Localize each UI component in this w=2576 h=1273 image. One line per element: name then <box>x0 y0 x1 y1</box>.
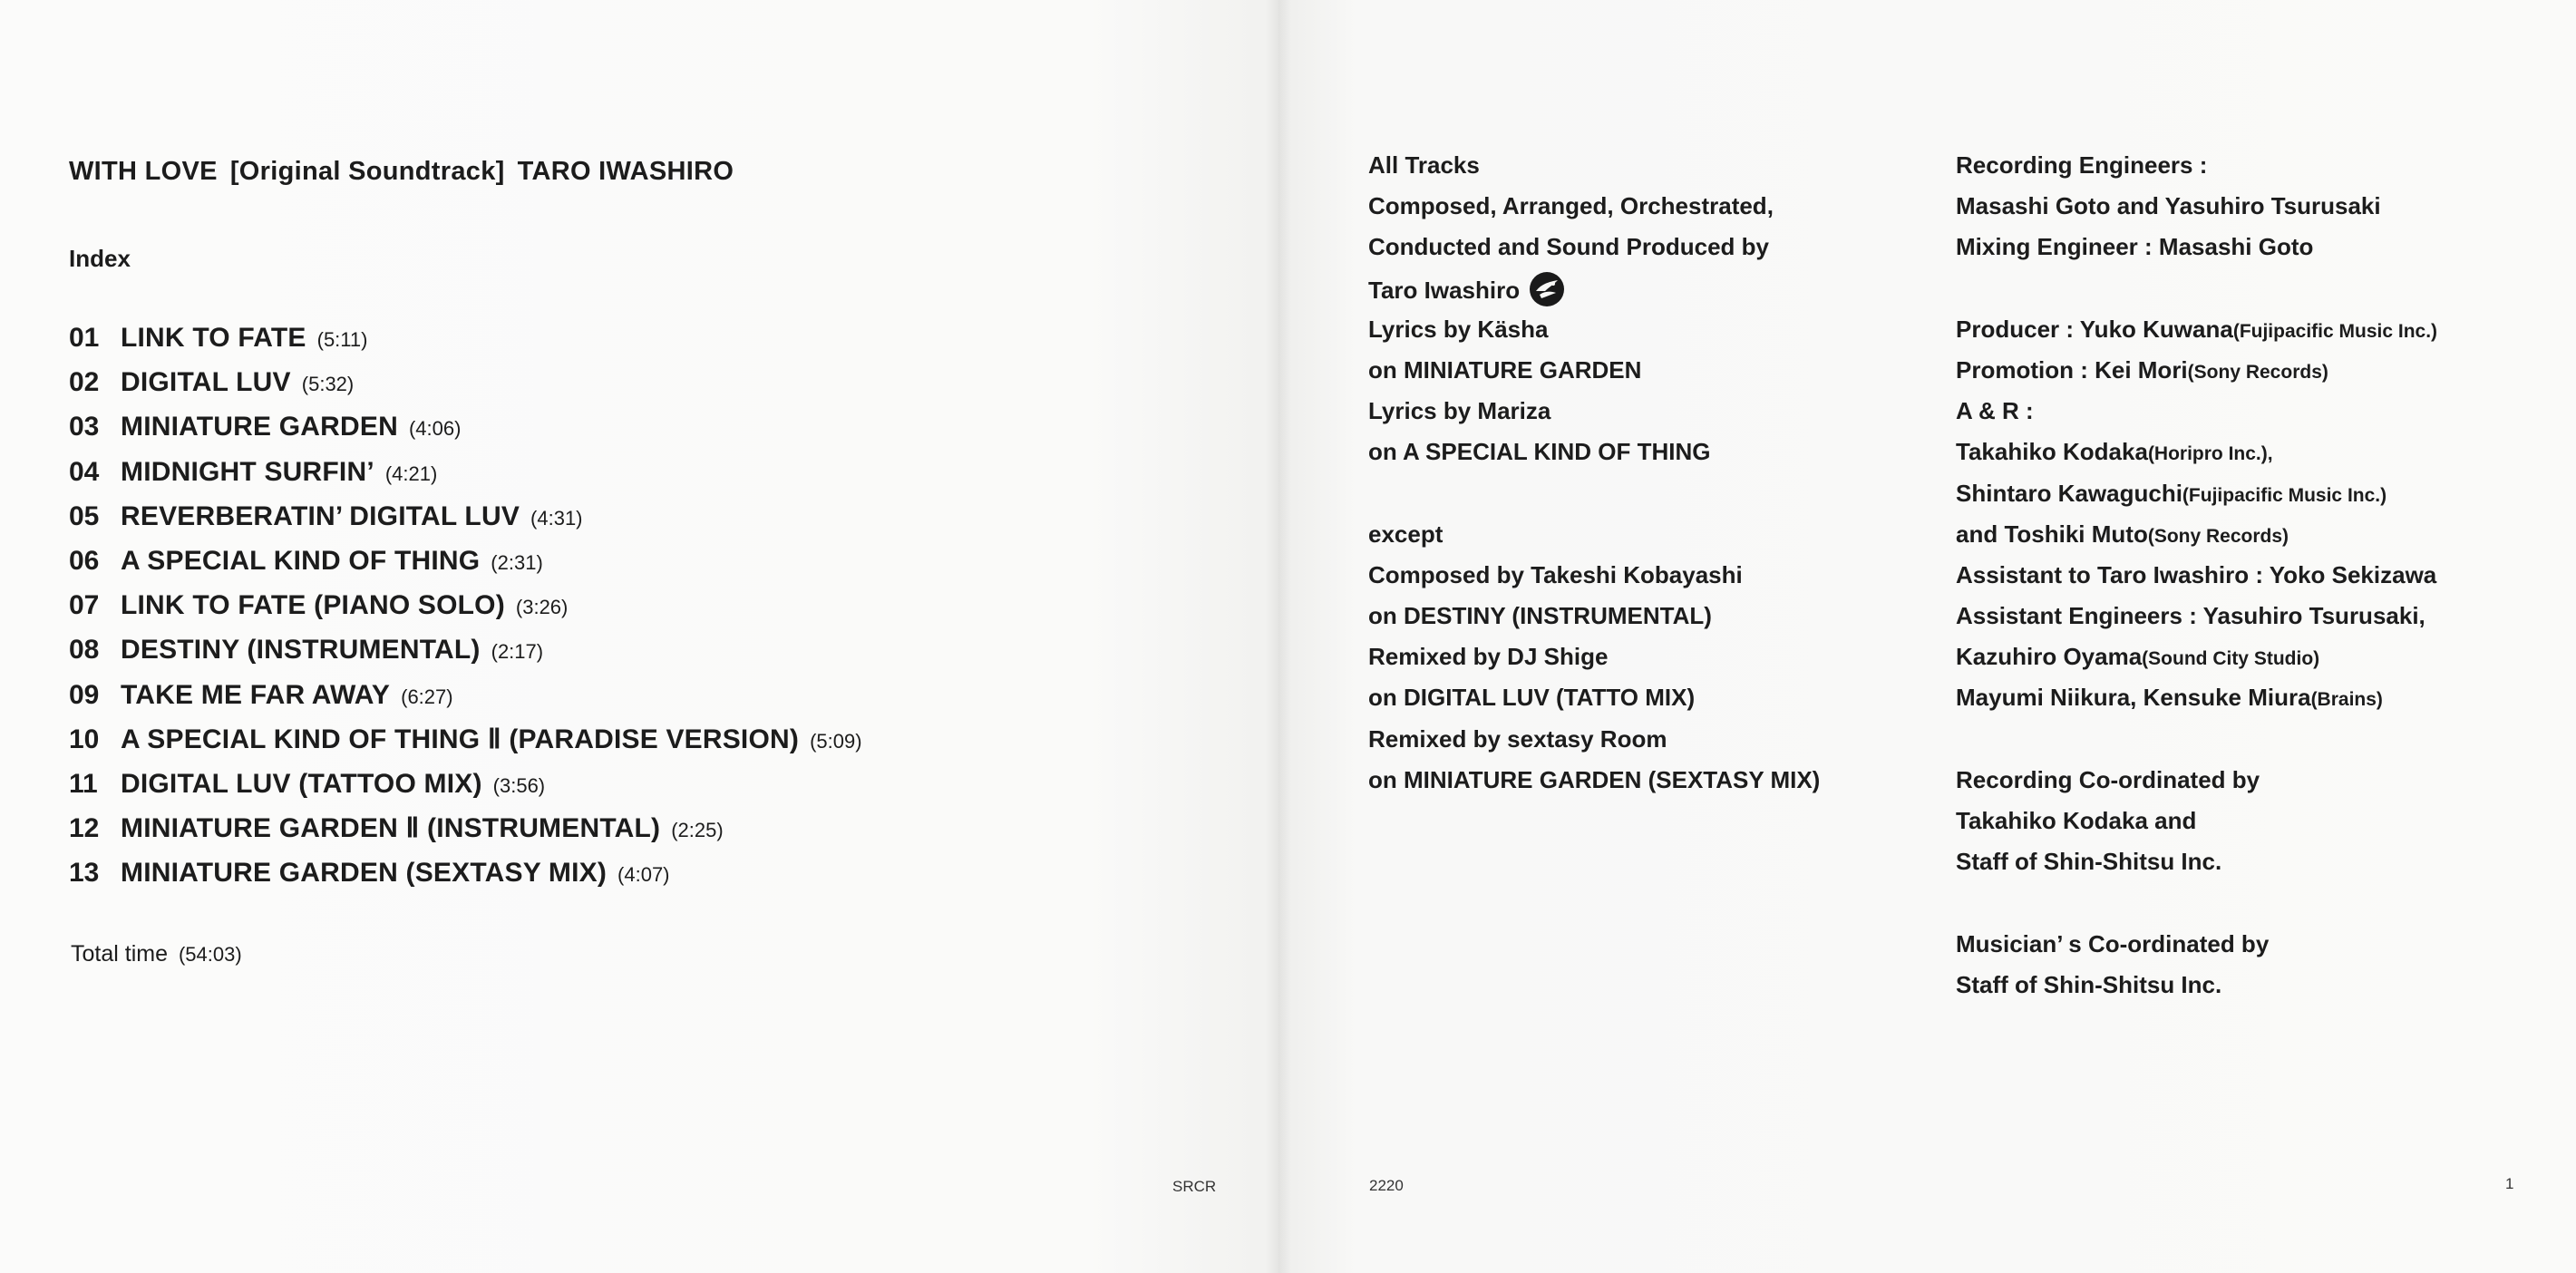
credit-line: Assistant Engineers : Yasuhiro Tsurusaki, <box>1956 602 2425 630</box>
credit-line: Remixed by DJ Shige <box>1368 643 1609 671</box>
credit-line <box>1956 315 2437 355</box>
credit-line: A & R : <box>1956 397 2034 425</box>
credit-affiliation: (Horipro Inc.), <box>2147 443 2273 465</box>
left-page <box>0 0 1278 1273</box>
track-title: MINIATURE GARDEN (SEXTASY MIX) <box>121 858 608 889</box>
credit-text: Shintaro Kawaguchi <box>1956 479 2182 507</box>
credit-line: on A SPECIAL KIND OF THING <box>1368 438 1711 466</box>
credit-line: Composed, Arranged, Orchestrated, <box>1368 192 1774 220</box>
track-row <box>69 677 862 722</box>
page-number: 1 <box>2505 1175 2514 1192</box>
track-row <box>69 766 862 811</box>
credit-line: on MINIATURE GARDEN (SEXTASY MIX) <box>1368 765 1821 793</box>
track-row <box>69 588 862 632</box>
spacer <box>1368 479 1820 520</box>
track-title: LINK TO FATE <box>121 323 306 353</box>
track-duration: (2:17) <box>491 640 544 664</box>
track-title: MINIATURE GARDEN Ⅱ (INSTRUMENTAL) <box>121 813 661 844</box>
track-title: DIGITAL LUV (TATTOO MIX) <box>121 768 482 799</box>
total-time <box>71 941 242 967</box>
credit-line <box>1956 479 2437 520</box>
credit-text: Kazuhiro Oyama <box>1956 643 2143 671</box>
track-number: 03 <box>69 412 100 442</box>
track-title: TAKE ME FAR AWAY <box>121 679 391 710</box>
credit-line: Mixing Engineer : Masashi Goto <box>1956 233 2314 261</box>
total-time-label: Total time <box>71 941 168 967</box>
credit-line: Takahiko Kodaka and <box>1956 807 2197 834</box>
credit-line: Recording Engineers : <box>1956 151 2208 179</box>
track-list <box>69 320 862 899</box>
credit-line <box>1956 642 2437 683</box>
track-number: 07 <box>69 590 100 621</box>
track-row <box>69 499 862 543</box>
track-row <box>69 632 862 676</box>
track-title: A SPECIAL KIND OF THING Ⅱ (PARADISE VERSION) <box>121 724 800 754</box>
credit-affiliation: (Brains) <box>2310 689 2383 711</box>
track-row <box>69 320 862 364</box>
track-number: 13 <box>69 858 100 889</box>
track-number: 10 <box>69 724 100 754</box>
page-gutter <box>1266 0 1291 1273</box>
catalog-prefix: SRCR <box>1172 1178 1217 1195</box>
track-duration: (5:11) <box>316 328 368 351</box>
track-number: 12 <box>69 813 100 844</box>
spacer <box>1956 888 2437 928</box>
credits-column-2 <box>1956 151 2437 1011</box>
track-number: 09 <box>69 679 100 710</box>
track-row <box>69 409 862 453</box>
credit-composer-name: Taro Iwashiro <box>1368 276 1521 304</box>
track-duration: (5:09) <box>810 729 862 753</box>
track-duration: (4:21) <box>384 462 438 485</box>
index-heading: Index <box>69 245 131 272</box>
track-row <box>69 364 862 409</box>
album-title-artist: TARO IWASHIRO <box>517 157 734 186</box>
credit-text: and Toshiki Muto <box>1956 520 2148 548</box>
track-duration: (4:07) <box>617 863 670 887</box>
credit-line: Lyrics by Mariza <box>1368 397 1551 425</box>
track-title: MIDNIGHT SURFIN’ <box>121 456 374 487</box>
credit-line: on DESTINY (INSTRUMENTAL) <box>1368 602 1712 630</box>
credit-line: Conducted and Sound Produced by <box>1368 233 1769 261</box>
credit-line <box>1956 437 2437 478</box>
track-number: 04 <box>69 456 100 487</box>
track-duration: (2:31) <box>491 550 543 574</box>
track-title: DESTINY (INSTRUMENTAL) <box>121 635 481 666</box>
track-number: 02 <box>69 367 100 398</box>
track-number: 05 <box>69 500 100 531</box>
track-row <box>69 855 862 899</box>
track-number: 06 <box>69 545 100 576</box>
credit-line: Remixed by sextasy Room <box>1368 724 1667 753</box>
credit-line: except <box>1368 520 1444 548</box>
credit-line: Masashi Goto and Yasuhiro Tsurusaki <box>1956 192 2381 220</box>
track-title: A SPECIAL KIND OF THING <box>121 545 481 576</box>
track-row <box>69 722 862 766</box>
credit-affiliation: (Sony Records) <box>2147 525 2289 547</box>
credit-line <box>1956 520 2437 560</box>
spacer <box>1956 274 2437 315</box>
track-number: 08 <box>69 635 100 666</box>
credit-line: Recording Co-ordinated by <box>1956 765 2260 793</box>
credit-affiliation: (Fujipacific Music Inc.) <box>2232 320 2438 342</box>
credit-line: Composed by Takeshi Kobayashi <box>1368 560 1743 588</box>
track-duration: (4:06) <box>408 417 462 441</box>
track-row <box>69 454 862 499</box>
track-title: LINK TO FATE (PIANO SOLO) <box>121 590 505 621</box>
track-duration: (3:26) <box>515 596 569 619</box>
album-title-work: WITH LOVE <box>69 157 218 186</box>
credit-line: on MINIATURE GARDEN <box>1368 355 1642 384</box>
crane-emblem-icon <box>1529 271 1565 307</box>
credit-affiliation: (Fujipacific Music Inc.) <box>2182 484 2387 506</box>
track-duration: (6:27) <box>401 685 453 708</box>
track-duration: (2:25) <box>671 819 724 842</box>
track-title: REVERBERATIN’ DIGITAL LUV <box>121 500 520 531</box>
credit-line: Lyrics by Käsha <box>1368 315 1549 343</box>
spacer <box>1956 724 2437 765</box>
track-duration: (5:32) <box>301 373 355 396</box>
credit-line: Musician’ s Co-ordinated by <box>1956 929 2270 957</box>
credit-line <box>1956 355 2437 396</box>
credit-text: Producer : Yuko Kuwana <box>1956 315 2233 343</box>
credit-line: on DIGITAL LUV (TATTO MIX) <box>1368 684 1696 712</box>
credit-affiliation: (Sound City Studio) <box>2142 648 2320 670</box>
album-title <box>69 157 734 187</box>
catalog-number: 2220 <box>1369 1177 1404 1194</box>
credit-line: Staff of Shin-Shitsu Inc. <box>1956 848 2222 876</box>
track-row <box>69 543 862 588</box>
album-title-subtitle: [Original Soundtrack] <box>229 157 505 186</box>
credits-column-1 <box>1368 151 1820 806</box>
credit-affiliation: (Sony Records) <box>2187 361 2328 383</box>
credit-line <box>1956 683 2437 724</box>
track-row <box>69 811 862 855</box>
track-number: 01 <box>69 323 100 353</box>
credit-text: Promotion : Kei Mori <box>1956 355 2188 384</box>
track-duration: (4:31) <box>530 506 583 530</box>
total-time-value: (54:03) <box>178 943 242 966</box>
credit-line <box>1368 274 1820 315</box>
credit-text: Mayumi Niikura, Kensuke Miura <box>1956 684 2311 712</box>
credit-line: All Tracks <box>1368 151 1480 179</box>
credit-text: Takahiko Kodaka <box>1956 438 2148 466</box>
credit-line: Assistant to Taro Iwashiro : Yoko Sekizawa <box>1956 560 2437 588</box>
track-duration: (3:56) <box>492 773 546 797</box>
track-title: MINIATURE GARDEN <box>121 412 398 442</box>
track-title: DIGITAL LUV <box>121 367 291 398</box>
track-number: 11 <box>69 768 98 799</box>
credit-line: Staff of Shin-Shitsu Inc. <box>1956 970 2222 998</box>
